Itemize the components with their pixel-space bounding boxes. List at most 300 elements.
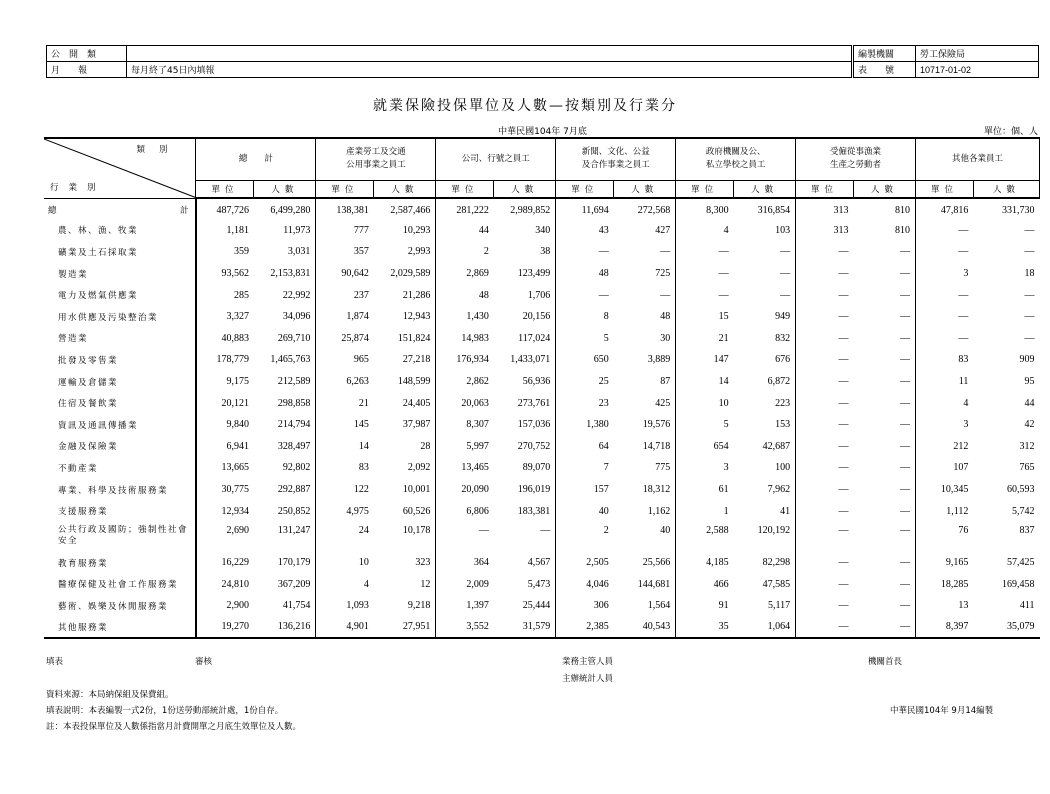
cell-units: 13,665 [221,462,249,474]
cell-people: 1,706 [494,284,556,306]
cell-people: 367,209 [254,574,316,596]
cell-people: 1,564 [614,595,676,617]
cell-people: 323 [374,552,436,574]
cell-people: 151,824 [374,328,436,350]
cell-people: 298,858 [254,392,316,414]
cell-people: 212,589 [254,371,316,393]
form-no-label: 表 號 [854,62,916,78]
cell-units: 21 [358,397,369,409]
cell-people: 7,962 [734,479,796,501]
subheader-units: 單位 [915,180,973,198]
subheader-units: 單位 [676,180,734,198]
cell-units: 650 [593,354,609,366]
row-label: 用水供應及污染整治業 [44,306,196,328]
cell-units: 9,165 [945,557,969,569]
cell-units: 107 [953,462,969,474]
cell-units: 8,300 [706,204,729,216]
cell-people: 120,192 [734,522,796,552]
cell-people: — [1024,246,1035,258]
cell-units: — [838,419,849,431]
cell-people: — [854,522,916,552]
cell-people: 5,473 [494,574,556,596]
cell-people: — [854,457,916,479]
cell-people: 60,526 [374,500,436,522]
cell-units: — [478,524,489,536]
cell-units: 83 [958,354,969,366]
cell-people: 40,543 [614,617,676,639]
cell-units: 212 [953,440,969,452]
cell-units: — [838,289,849,301]
cell-people: 5,117 [734,595,796,617]
cell-units: 8,397 [915,617,973,639]
cell-units: 40,883 [221,332,249,344]
cell-people: 328,497 [254,436,316,458]
cell-people: 250,852 [254,500,316,522]
cell-people: 95 [1024,376,1035,388]
cell-people: — [734,284,796,306]
cell-people: 42 [1024,419,1035,431]
cell-units: 1,380 [586,419,609,431]
data-table [44,137,1040,639]
table-row [44,306,1040,328]
row-label-total [44,198,196,220]
subheader-units: 單位 [556,180,614,198]
cell-people: 2,989,852 [494,198,556,220]
cell-units: 5 [723,419,729,431]
cell-units: 285 [233,289,249,301]
table-row [44,414,1040,436]
cell-units: — [958,246,969,258]
cell-units: 11,694 [581,204,609,216]
row-label: 電力及燃氣供應業 [44,284,196,306]
cell-people: 1,064 [734,617,796,639]
cell-units: 313 [833,204,849,216]
cell-people: — [1024,332,1035,344]
cell-units: 157 [593,484,609,496]
subheader-people: 人數 [494,180,556,198]
cell-units: 25 [598,376,609,388]
cell-people: 775 [614,457,676,479]
cell-units: 7 [603,462,609,474]
cell-units: 35 [676,617,734,639]
cell-people: 12 [374,574,436,596]
cell-people: 270,752 [494,436,556,458]
header-right-box [853,45,1039,78]
subheader-people: 人數 [973,180,1039,198]
cell-units: 47,816 [940,204,969,216]
cell-people: 2,993 [374,241,436,263]
cell-units: — [718,246,729,258]
table-row [44,371,1040,393]
table-row [44,617,1040,639]
row-label: 醫療保健及社會工作服務業 [44,574,196,596]
subheader-people: 人數 [254,180,316,198]
row-label: 礦業及土石採取業 [44,241,196,263]
cell-units: 138,381 [336,204,369,216]
cell-units: — [838,332,849,344]
cell-units: 43 [598,224,609,236]
cell-people: — [854,436,916,458]
cell-units: 965 [353,354,369,366]
cell-people: 27,951 [374,617,436,639]
row-label: 支援服務業 [44,500,196,522]
cell-units: 44 [478,224,489,236]
cell-people: 42,687 [734,436,796,458]
row-label: 專業、科學及技術服務業 [44,479,196,501]
subheader-people: 人數 [734,180,796,198]
cell-people: 5,742 [1012,505,1035,517]
cell-people: 18,312 [614,479,676,501]
cell-people: — [854,595,916,617]
cell-people: 196,019 [494,479,556,501]
cell-people: — [614,284,676,306]
cell-people: — [494,522,556,552]
cell-people: — [854,574,916,596]
cell-people: 27,218 [374,349,436,371]
cell-people: 810 [854,220,916,242]
cell-people: 340 [494,220,556,242]
cell-units: 176,934 [456,354,489,366]
cell-units: — [838,268,849,280]
cell-units: — [838,524,849,536]
cell-people: 10,178 [374,522,436,552]
cell-people: 22,992 [254,284,316,306]
cell-people: 157,036 [494,414,556,436]
cell-units: 2,009 [466,578,489,590]
cell-people: 30 [614,328,676,350]
cell-people: 56,936 [494,371,556,393]
cell-units: 14 [718,376,729,388]
row-label: 資訊及通訊傳播業 [44,414,196,436]
cell-units: — [838,462,849,474]
cell-people: — [614,241,676,263]
cell-units: 40 [598,505,609,517]
cell-units: 5 [603,332,609,344]
cell-people: 411 [1019,600,1035,612]
cell-people: — [854,284,916,306]
cell-units: 122 [353,484,369,496]
cell-units: — [958,332,969,344]
table-row [44,284,1040,306]
cell-units: — [598,289,609,301]
table-row [44,457,1040,479]
footer-reviewer: 審核 [195,657,213,667]
cell-people: 2,587,466 [374,198,436,220]
cell-units: 1,181 [226,224,249,236]
cell-people: 87 [614,371,676,393]
cell-people: 28 [374,436,436,458]
cell-people: 765 [1019,462,1035,474]
cell-people: 89,070 [494,457,556,479]
cell-units: 145 [353,419,369,431]
cell-units: 61 [718,484,729,496]
publicity-label: 公 開 類 [47,46,127,62]
cell-units: 306 [593,600,609,612]
cell-people: 2,029,589 [374,263,436,285]
cell-people: 40 [614,522,676,552]
cell-units: 16,229 [221,557,249,569]
cell-people: 25,444 [494,595,556,617]
table-row [44,328,1040,350]
cell-units: 9,175 [226,376,249,388]
cell-people: 832 [734,328,796,350]
cell-units: 21 [718,332,729,344]
group-header: 總 計 [196,138,316,180]
cell-people: 1,465,763 [254,349,316,371]
cell-units: 178,779 [216,354,249,366]
cell-people: 837 [1019,524,1035,536]
cell-units: 8 [603,311,609,323]
cell-units: 24 [358,524,369,536]
cell-people: 37,987 [374,414,436,436]
cell-units: 8,307 [466,419,489,431]
row-label: 金融及保險業 [44,436,196,458]
period-label: 月 報 [47,62,127,78]
cell-people: — [1024,289,1035,301]
cell-units: 2,869 [466,268,489,280]
total-label-left: 總 [48,206,59,217]
cell-units: 3 [963,268,969,280]
cell-people: 3,889 [614,349,676,371]
cell-people: 273,761 [494,392,556,414]
cell-people: 810 [854,198,916,220]
cell-units: 2 [483,246,489,258]
cell-units: 12,934 [221,505,249,517]
cell-units: 20,121 [221,397,249,409]
page-title: 就業保險投保單位及人數—按類別及行業分 [373,98,677,114]
table-row [44,198,1040,220]
cell-units: 20,090 [461,484,489,496]
row-label: 教育服務業 [44,552,196,574]
footer-compiled-date: 中華民國104年 9月14編製 [890,706,994,716]
cell-people: 92,802 [254,457,316,479]
deadline-text: 每月終了45日內填報 [127,62,852,78]
cell-people: — [854,552,916,574]
table-row [44,349,1040,371]
cell-people: — [854,479,916,501]
cell-people: 100 [734,457,796,479]
cell-units: 281,222 [456,204,489,216]
cell-people: 272,568 [614,198,676,220]
cell-units: 777 [353,224,369,236]
group-header: 受僱從事漁業 生產之勞動者 [796,138,916,180]
subheader-units: 單位 [796,180,854,198]
cell-people: 9,218 [374,595,436,617]
cell-units: 237 [353,289,369,301]
cell-units: 83 [358,462,369,474]
cell-units: — [718,268,729,280]
cell-people: 214,794 [254,414,316,436]
row-label: 農、林、漁、牧業 [44,220,196,242]
cell-units: 1,874 [346,311,369,323]
cell-people: 312 [1019,440,1035,452]
cell-units: 313 [833,224,849,236]
cell-people: 35,079 [973,617,1039,639]
cell-units: 19,270 [196,617,254,639]
cell-people: 11,973 [254,220,316,242]
cell-people: 1,433,071 [494,349,556,371]
cell-units: — [838,397,849,409]
table-row [44,392,1040,414]
table-body [44,198,1040,638]
cell-people: — [854,263,916,285]
cell-people: 19,576 [614,414,676,436]
cell-units: 18,285 [940,578,969,590]
cell-units: 2 [603,524,609,536]
cell-units: 25,874 [341,332,369,344]
cell-people: 131,247 [254,522,316,552]
row-label: 運輸及倉儲業 [44,371,196,393]
cell-people: 21,286 [374,284,436,306]
footer-note-instructions: 填表說明：本表編製一式2份，1份送勞動部統計處，1份自存。 [46,706,284,716]
cell-people: 41 [734,500,796,522]
cell-people: 18 [1024,268,1035,280]
cell-people: 144,681 [614,574,676,596]
table-row [44,263,1040,285]
cell-units: — [838,246,849,258]
cell-people: 38 [494,241,556,263]
cell-people: — [854,500,916,522]
cell-units: 2,505 [586,557,609,569]
cell-units: 20,063 [461,397,489,409]
table-row [44,479,1040,501]
report-period: 中華民國104年 7月底 [498,127,587,137]
cell-people: — [854,371,916,393]
subheader-units: 單位 [316,180,374,198]
cell-people: — [854,349,916,371]
table-row [44,574,1040,596]
cell-units: 2,690 [226,524,249,536]
cell-people: 909 [1019,354,1035,366]
cell-units: 6,941 [226,440,249,452]
footer-supervisor: 業務主管人員 [562,657,614,667]
cell-people: 24,405 [374,392,436,414]
cell-units: — [598,246,609,258]
cell-units: 5,997 [466,440,489,452]
agency-value: 勞工保險局 [916,46,1039,62]
cell-people: 223 [734,392,796,414]
cell-people: 2,092 [374,457,436,479]
cell-units: 3 [963,419,969,431]
cell-people: 316,854 [734,198,796,220]
cell-people: 6,499,280 [254,198,316,220]
cell-units: 6,806 [466,505,489,517]
cell-people: 123,499 [494,263,556,285]
footer-head: 機關首長 [868,657,903,667]
cell-units: 10 [358,557,369,569]
table-row [44,552,1040,574]
group-header: 公司、行號之員工 [436,138,556,180]
header-row-groups [44,138,1040,180]
group-header: 政府機關及公、 私立學校之員工 [676,138,796,180]
cell-people: 103 [734,220,796,242]
cell-people: — [734,241,796,263]
footer-filler: 填表 [46,657,64,667]
cell-units: 76 [958,524,969,536]
cell-units: 30,775 [221,484,249,496]
cell-units: 93,562 [221,268,249,280]
cell-units: — [958,289,969,301]
cell-units: — [838,311,849,323]
cell-people: 44 [1024,397,1035,409]
cell-people: 10,001 [374,479,436,501]
cell-people: 6,872 [734,371,796,393]
cell-people: 183,381 [494,500,556,522]
cell-units: 364 [473,557,489,569]
cell-units: 1,112 [946,505,969,517]
cell-units: 91 [718,600,729,612]
cell-people: 170,179 [254,552,316,574]
cell-people: — [854,241,916,263]
cell-units: 4,975 [346,505,369,517]
cell-people: 117,024 [494,328,556,350]
cell-people: — [854,328,916,350]
cell-units: 24,810 [221,578,249,590]
subheader-people: 人數 [854,180,916,198]
cell-units: 2,588 [706,524,729,536]
cell-units: 654 [713,440,729,452]
cell-people: 25,566 [614,552,676,574]
agency-label: 編製機關 [854,46,916,62]
footer-note-remark: 註：本表投保單位及人數係指當月計費開單之月底生效單位及人數。 [46,722,302,732]
cell-people: 425 [614,392,676,414]
table-row [44,436,1040,458]
row-label: 其他服務業 [44,617,196,639]
cell-units: — [718,289,729,301]
row-label: 製造業 [44,263,196,285]
cell-units: 6,263 [346,376,369,388]
cell-units: 2,900 [226,600,249,612]
cell-people: 10,293 [374,220,436,242]
cell-units: 1,093 [346,600,369,612]
subheader-people: 人數 [614,180,676,198]
cell-units: — [838,578,849,590]
cell-people: 148,599 [374,371,436,393]
cell-units: 13,465 [461,462,489,474]
row-label: 藝術、娛樂及休閒服務業 [44,595,196,617]
cell-people: — [854,392,916,414]
total-label-right: 計 [179,206,190,217]
form-no-value: 10717-01-02 [916,62,1039,78]
cell-people: 153 [734,414,796,436]
row-label: 不動產業 [44,457,196,479]
cell-units: 2,385 [556,617,614,639]
cell-people: — [734,263,796,285]
cell-units: 15 [718,311,729,323]
cell-units: 14,983 [461,332,489,344]
cell-people: — [1024,311,1035,323]
cell-people: — [854,306,916,328]
cell-units: 4 [363,578,369,590]
subheader-people: 人數 [374,180,436,198]
cell-people: 47,585 [734,574,796,596]
cell-people: 31,579 [494,617,556,639]
cell-units: 487,726 [216,204,249,216]
cell-units: — [838,484,849,496]
cell-people: — [1024,224,1035,236]
cell-units: 466 [713,578,729,590]
cell-units: — [838,505,849,517]
cell-people: 41,754 [254,595,316,617]
cell-people: 48 [614,306,676,328]
cell-people: 57,425 [1007,557,1035,569]
cell-units: 48 [598,268,609,280]
cell-units: 359 [233,246,249,258]
header-left-box [46,45,852,78]
cell-units: 10 [718,397,729,409]
cell-people: 676 [734,349,796,371]
table-row [44,595,1040,617]
